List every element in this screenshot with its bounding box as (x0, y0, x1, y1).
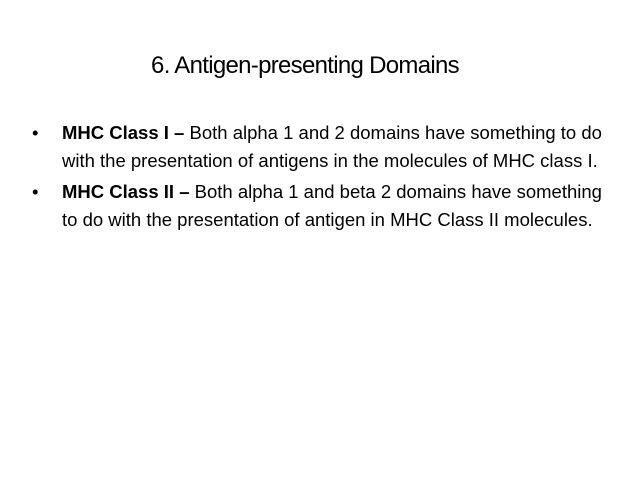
bullet-term: MHC Class I – (62, 122, 185, 143)
slide-title: 6. Antigen-presenting Domains (151, 52, 459, 79)
bullet-list (32, 119, 612, 237)
bullet-marker: • (32, 181, 39, 202)
bullet-text: Both alpha 1 and 2 domains have something to do with the presentation of antigens in the molecules of MHC class I. (62, 122, 602, 171)
bullet-marker: • (32, 122, 39, 143)
bullet-text: Both alpha 1 and beta 2 domains have something to do with the presentation of antigen in MHC Class II molecules. (62, 181, 602, 230)
bullet-item-mhc-class-ii (32, 178, 612, 234)
bullet-term: MHC Class II – (62, 181, 190, 202)
bullet-item-mhc-class-i (32, 119, 612, 175)
